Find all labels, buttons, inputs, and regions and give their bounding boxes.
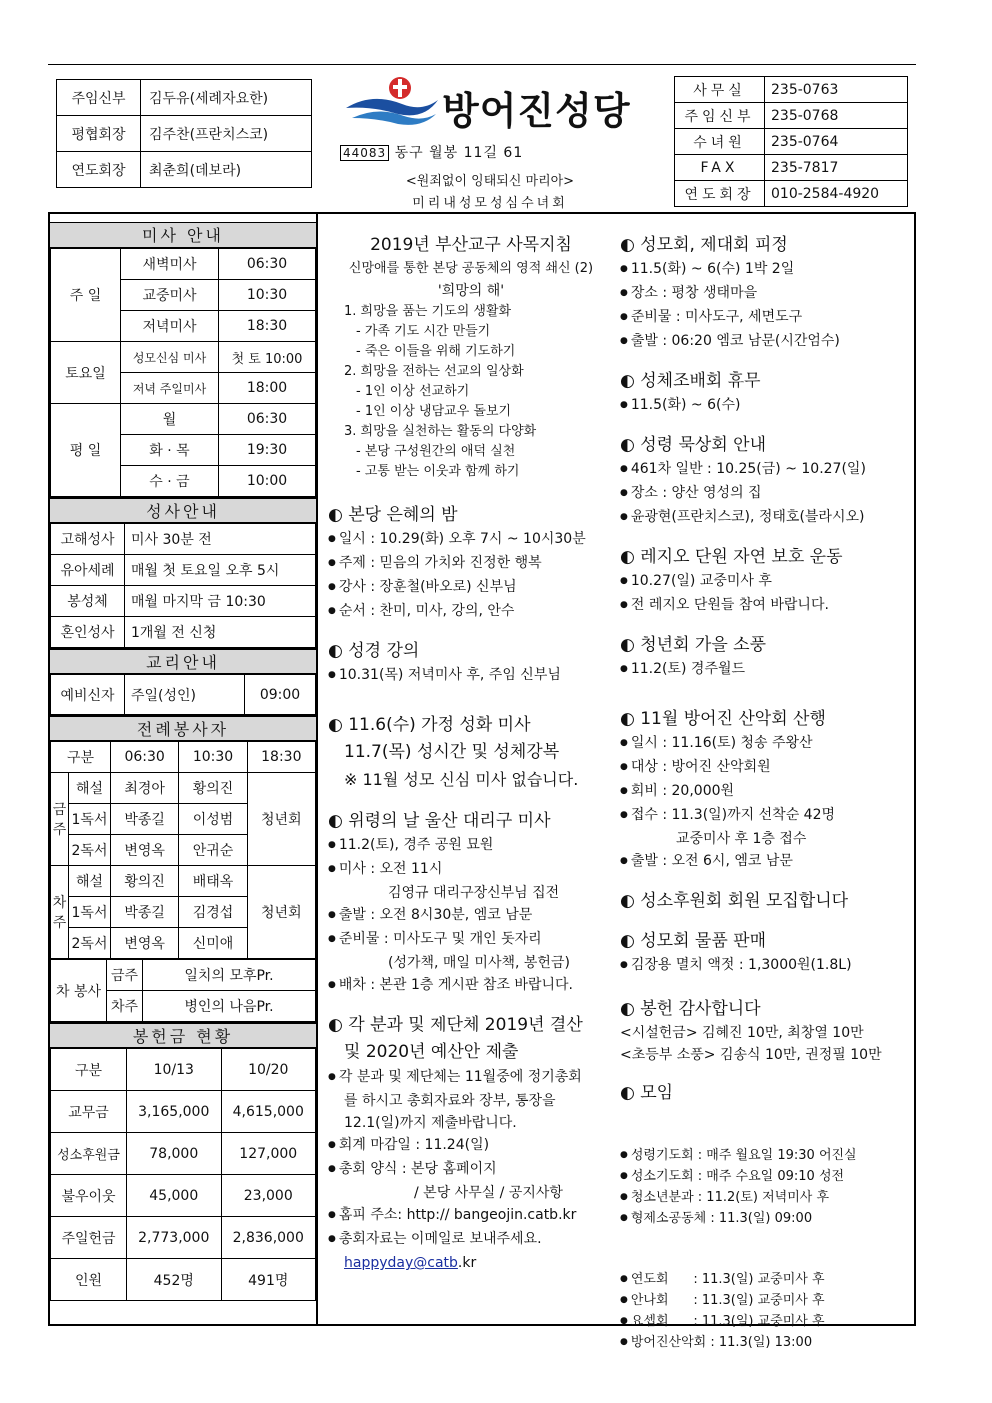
table-cell: 새벽미사 (121, 249, 219, 280)
text-line: ● 요셉회 : 11.3(일) 교중미사 후 (620, 1312, 910, 1333)
middle-column (328, 232, 614, 1274)
table-cell: 저녁 주일미사 (121, 373, 219, 404)
table-cell: 1독서 (69, 804, 111, 835)
text-line: ● 청소년분과 : 11.2(토) 저녁미사 후 (620, 1188, 910, 1209)
text-line: ● 회비 : 20,000원 (620, 780, 910, 804)
text-line: 신망애를 통한 본당 공동체의 영적 쇄신 (2) (348, 261, 594, 276)
table-cell: 해설 (69, 866, 111, 897)
table-cell: 2,773,000 (127, 1217, 222, 1259)
church-emblem-icon (342, 74, 442, 130)
table-cell: 주 일 (51, 249, 121, 342)
officers-table (56, 79, 312, 188)
table-cell: 김경섭 (179, 897, 247, 928)
text-line: happyday@catb.kr (344, 1255, 477, 1271)
table-cell: 평협회장 (57, 116, 141, 152)
table-cell: 수 · 금 (121, 466, 219, 497)
sacrament-title: 성사안내 (50, 497, 316, 523)
text-line: - 고통 받는 이웃과 함께 하기 (356, 464, 520, 479)
table-cell: 주일(성인) (125, 675, 245, 715)
text-line: ● 출발 : 06:20 엠코 남문(시간엄수) (620, 330, 910, 354)
table-cell: 45,000 (127, 1175, 222, 1217)
table-cell: 김두유(세례자요한) (141, 80, 312, 116)
table-cell: 23,000 (221, 1175, 316, 1217)
table-cell: 사무실 (675, 77, 765, 103)
offering-table (50, 1048, 316, 1301)
table-cell: 박종길 (111, 804, 179, 835)
table-cell: 금주 (107, 960, 143, 991)
mass-title: 미사 안내 (50, 222, 316, 248)
text-line: ● 배차 : 본관 1층 게시판 참조 바랍니다. (328, 974, 614, 998)
section-heading: ◐ 레지오 단원 자연 보호 운동 (620, 547, 843, 567)
column-divider (316, 214, 318, 1324)
table-cell: FAX (675, 155, 765, 181)
section-heading: ◐ 성경 강의 (328, 641, 420, 661)
table-cell: 491명 (221, 1259, 316, 1301)
text-line: ● 각 분과 및 제단체는 11월중에 정기총회 (328, 1066, 614, 1090)
parish-name: 방어진성당 (442, 89, 631, 133)
text-line: ● 출발 : 오전 8시30분, 엠코 남문 (328, 904, 614, 928)
table-cell: 박종길 (111, 897, 179, 928)
table-cell: 성모신심 미사 (121, 342, 219, 373)
section-heading: ◐ 성소후원회 회원 모집합니다 (620, 891, 849, 911)
text-line: <초등부 소풍> 김송식 10만, 권정필 10만 (620, 1047, 882, 1063)
car-service-table (50, 959, 316, 1022)
table-cell: 불우이웃 (51, 1175, 127, 1217)
table-cell: 매월 첫 토요일 오후 5시 (125, 555, 316, 586)
table-cell: 235-0764 (765, 129, 908, 155)
table-cell: 평 일 (51, 404, 121, 497)
table-cell: 18:30 (247, 742, 315, 773)
text-line: 2. 희망을 전하는 선교의 일상화 (344, 364, 524, 379)
text-line: (성가책, 매일 미사책, 봉헌금) (388, 955, 570, 971)
text-line: - 1인 이상 선교하기 (356, 384, 470, 399)
top-rule (48, 64, 916, 65)
doctrine-title: 교리안내 (50, 648, 316, 674)
table-cell: 10:00 (219, 466, 316, 497)
text-line: ● 장소 : 평창 생태마을 (620, 282, 910, 306)
text-line: '희망의 해' (437, 283, 505, 299)
table-cell: 78,000 (127, 1133, 222, 1175)
sacrament-table (50, 523, 316, 648)
text-line: - 가족 기도 시간 만들기 (356, 324, 491, 339)
table-cell: 토요일 (51, 342, 121, 404)
text-line: ● 순서 : 찬미, 미사, 강의, 안수 (328, 600, 614, 624)
section-heading: ◐ 성모회, 제대회 피정 (620, 235, 788, 255)
table-cell: 화 · 목 (121, 435, 219, 466)
text-line: ● 접수 : 11.3(일)까지 선착순 42명 (620, 804, 910, 828)
address: 44083 동구 월봉 11길 61 (340, 142, 640, 162)
text-line: ● 11.2(토) 경주월드 (620, 658, 910, 682)
text-line: <시설헌금> 김혜진 10만, 최창열 10만 (620, 1025, 864, 1041)
table-cell: 주임신부 (675, 103, 765, 129)
table-cell: 10:30 (219, 280, 316, 311)
section-heading: ◐ 모임 (620, 1083, 674, 1103)
table-cell: 차주 (107, 991, 143, 1022)
table-cell: 구분 (51, 742, 111, 773)
guideline-list (328, 302, 614, 482)
text-line: - 죽은 이들을 위해 기도하기 (356, 344, 516, 359)
table-cell: 청년회 (247, 773, 315, 866)
table-cell: 병인의 나음Pr. (143, 991, 316, 1022)
parish-logo (342, 74, 652, 133)
section-heading: ◐ 11월 방어진 산악회 산행 (620, 709, 826, 729)
table-cell: 2,836,000 (221, 1217, 316, 1259)
text-line: ● 방어진산악회 : 11.3(일) 13:00 (620, 1333, 910, 1354)
table-cell: 교중미사 (121, 280, 219, 311)
text-line: ※ 11월 성모 신심 미사 없습니다. (344, 770, 579, 789)
table-cell: 주일헌금 (51, 1217, 127, 1259)
section-heading: ◐ 본당 은혜의 밤 (328, 505, 458, 525)
table-cell: 235-7817 (765, 155, 908, 181)
email-link[interactable]: happyday@catb (344, 1255, 458, 1271)
section-heading: ◐ 성모회 물품 판매 (620, 931, 766, 951)
table-cell: 청년회 (247, 866, 315, 959)
table-cell: 성소후원금 (51, 1133, 127, 1175)
table-cell: 452명 (127, 1259, 222, 1301)
text-line: ● 회계 마감일 : 11.24(일) (328, 1134, 614, 1158)
section-heading: 2019년 부산교구 사목지침 (370, 235, 572, 255)
table-cell: 3,165,000 (127, 1091, 222, 1133)
motto: <원죄없이 잉태되신 마리아> (405, 174, 575, 189)
table-cell: 황의진 (111, 866, 179, 897)
text-line: ● 미사 : 오전 11시 (328, 858, 614, 882)
text-line: 1. 희망을 품는 기도의 생활화 (344, 304, 512, 319)
table-cell: 황의진 (179, 773, 247, 804)
text-line: ● 대상 : 방어진 산악회원 (620, 756, 910, 780)
text-line: ● 총회자료는 이메일로 보내주세요. (328, 1228, 614, 1252)
table-cell: 배태옥 (179, 866, 247, 897)
text-line: ● 일시 : 10.29(화) 오후 7시 ~ 10시30분 (328, 528, 614, 552)
table-cell: 변영옥 (111, 835, 179, 866)
table-cell: 봉성체 (51, 586, 125, 617)
servers-title: 전례봉사자 (50, 715, 316, 741)
text-line: ● 김장용 멸치 액젓 : 1,3000원(1.8L) (620, 954, 910, 978)
table-cell: 127,000 (221, 1133, 316, 1175)
table-cell: 19:30 (219, 435, 316, 466)
text-line: 김영규 대리구장신부님 집전 (388, 885, 560, 901)
table-cell: 09:00 (245, 675, 316, 715)
contacts-table (674, 76, 908, 207)
text-line: 12.1(일)까지 제출바랍니다. (344, 1115, 517, 1131)
text-line: ● 11.5(화) ~ 6(수) (620, 394, 910, 418)
section-heading: ◐ 위령의 날 울산 대리구 미사 (328, 811, 551, 831)
table-cell: 06:30 (219, 404, 316, 435)
section-heading: ◐ 성령 묵상회 안내 (620, 435, 766, 455)
text-line: / 본당 사무실 / 공지사항 (414, 1185, 563, 1201)
table-cell: 2독서 (69, 928, 111, 959)
text-line: ● 10.27(일) 교중미사 후 (620, 570, 910, 594)
table-cell: 차 봉사 (51, 960, 107, 1022)
text-line: ● 준비물 : 미사도구 및 개인 돗자리 (328, 928, 614, 952)
text-line: ● 461차 일반 : 10.25(금) ~ 10.27(일) (620, 458, 910, 482)
table-cell: 인원 (51, 1259, 127, 1301)
table-cell: 최춘희(데보라) (141, 152, 312, 188)
text-line: - 1인 이상 냉담교우 돌보기 (356, 404, 512, 419)
section-heading: ◐ 성체조배회 휴무 (620, 371, 761, 391)
section-heading: ◐ 청년회 가을 소풍 (620, 635, 766, 655)
table-cell: 연도회장 (675, 181, 765, 207)
table-cell: 변영옥 (111, 928, 179, 959)
text-line: ● 11.5(화) ~ 6(수) 1박 2일 (620, 258, 910, 282)
table-cell: 06:30 (111, 742, 179, 773)
text-line: ● 홈피 주소: http:// bangeojin.catb.kr (328, 1204, 614, 1228)
table-cell: 06:30 (219, 249, 316, 280)
table-cell: 유아세례 (51, 555, 125, 586)
table-cell: 고해성사 (51, 524, 125, 555)
postal-code: 44083 (340, 145, 389, 161)
text-line: 교중미사 후 1층 접수 (676, 831, 807, 847)
section-heading: ◐ 봉헌 감사합니다 (620, 999, 761, 1019)
text-line: ● 총회 양식 : 본당 홈페이지 (328, 1158, 614, 1182)
table-cell: 김주찬(프란치스코) (141, 116, 312, 152)
text-line: ● 장소 : 양산 영성의 집 (620, 482, 910, 506)
table-cell: 1개월 전 신청 (125, 617, 316, 648)
text-line: ● 연도회 : 11.3(일) 교중미사 후 (620, 1270, 910, 1291)
table-cell: 주임신부 (57, 80, 141, 116)
text-line: ● 10.31(목) 저녁미사 후, 주임 신부님 (328, 664, 614, 688)
meetings-list (620, 1106, 910, 1394)
table-cell: 1독서 (69, 897, 111, 928)
table-cell: 이성범 (179, 804, 247, 835)
table-cell: 예비신자 (51, 675, 125, 715)
table-cell: 수녀원 (675, 129, 765, 155)
table-cell: 18:30 (219, 311, 316, 342)
text-line: 및 2020년 예산안 제출 (344, 1042, 519, 1062)
text-line: ● 11.2(토), 경주 공원 묘원 (328, 834, 614, 858)
servers-table (50, 741, 316, 959)
offering-title: 봉헌금 현황 (50, 1022, 316, 1048)
table-cell: 첫 토 10:00 (219, 342, 316, 373)
table-cell: 저녁미사 (121, 311, 219, 342)
text-line: - 본당 구성원간의 애덕 실천 (356, 444, 516, 459)
text-line: ● 강사 : 장훈철(바오로) 신부님 (328, 576, 614, 600)
text-line: ● 주제 : 믿음의 가치와 진정한 행복 (328, 552, 614, 576)
table-cell: 차주 (51, 866, 69, 959)
mass-table (50, 248, 316, 497)
doctrine-table (50, 674, 316, 715)
text-line: ● 윤광현(프란치스코), 정태호(블라시오) (620, 506, 910, 530)
table-cell: 최경아 (111, 773, 179, 804)
table-cell: 연도회장 (57, 152, 141, 188)
table-cell: 일치의 모후Pr. (143, 960, 316, 991)
table-cell: 신미애 (179, 928, 247, 959)
text-line: ● 안나회 : 11.3(일) 교중미사 후 (620, 1291, 910, 1312)
text-line: ● 출발 : 오전 6시, 엠코 남문 (620, 850, 910, 874)
text-line: ● 일시 : 11.16(토) 청송 주왕산 (620, 732, 910, 756)
table-cell: 10:30 (179, 742, 247, 773)
section-heading: ◐ 각 분과 및 제단체 2019년 결산 (328, 1015, 583, 1035)
right-column (620, 232, 910, 1394)
table-cell: 010-2584-4920 (765, 181, 908, 207)
table-cell: 해설 (69, 773, 111, 804)
left-column (50, 222, 316, 1301)
table-cell: 금주 (51, 773, 69, 866)
table-cell: 구분 (51, 1049, 127, 1091)
table-cell: 혼인성사 (51, 617, 125, 648)
table-cell: 월 (121, 404, 219, 435)
table-cell: 10/13 (127, 1049, 222, 1091)
table-cell: 18:00 (219, 373, 316, 404)
table-cell: 10/20 (221, 1049, 316, 1091)
text-line: 11.7(목) 성시간 및 성체강복 (344, 742, 560, 762)
table-cell: 4,615,000 (221, 1091, 316, 1133)
table-cell: 안귀순 (179, 835, 247, 866)
text-line: ● 준비물 : 미사도구, 세면도구 (620, 306, 910, 330)
text-line: 3. 희망을 실천하는 활동의 다양화 (344, 424, 537, 439)
text-line: 를 하시고 총회자료와 장부, 통장을 (344, 1093, 556, 1109)
text-line: ● 전 레지오 단원들 참여 바랍니다. (620, 594, 910, 618)
table-cell: 미사 30분 전 (125, 524, 316, 555)
table-cell: 2독서 (69, 835, 111, 866)
table-cell: 235-0768 (765, 103, 908, 129)
section-heading: ◐ 11.6(수) 가정 성화 미사 (328, 715, 531, 735)
text-line: ● 형제소공동체 : 11.3(일) 09:00 (620, 1209, 910, 1230)
text-line: ● 성령기도회 : 매주 월요일 19:30 어진실 (620, 1146, 910, 1167)
table-cell: 235-0763 (765, 77, 908, 103)
nuns-order: 미리내성모성심수녀회 (412, 196, 568, 211)
text-line: ● 성소기도회 : 매주 수요일 09:10 성전 (620, 1167, 910, 1188)
table-cell: 매월 마지막 금 10:30 (125, 586, 316, 617)
table-cell: 교무금 (51, 1091, 127, 1133)
